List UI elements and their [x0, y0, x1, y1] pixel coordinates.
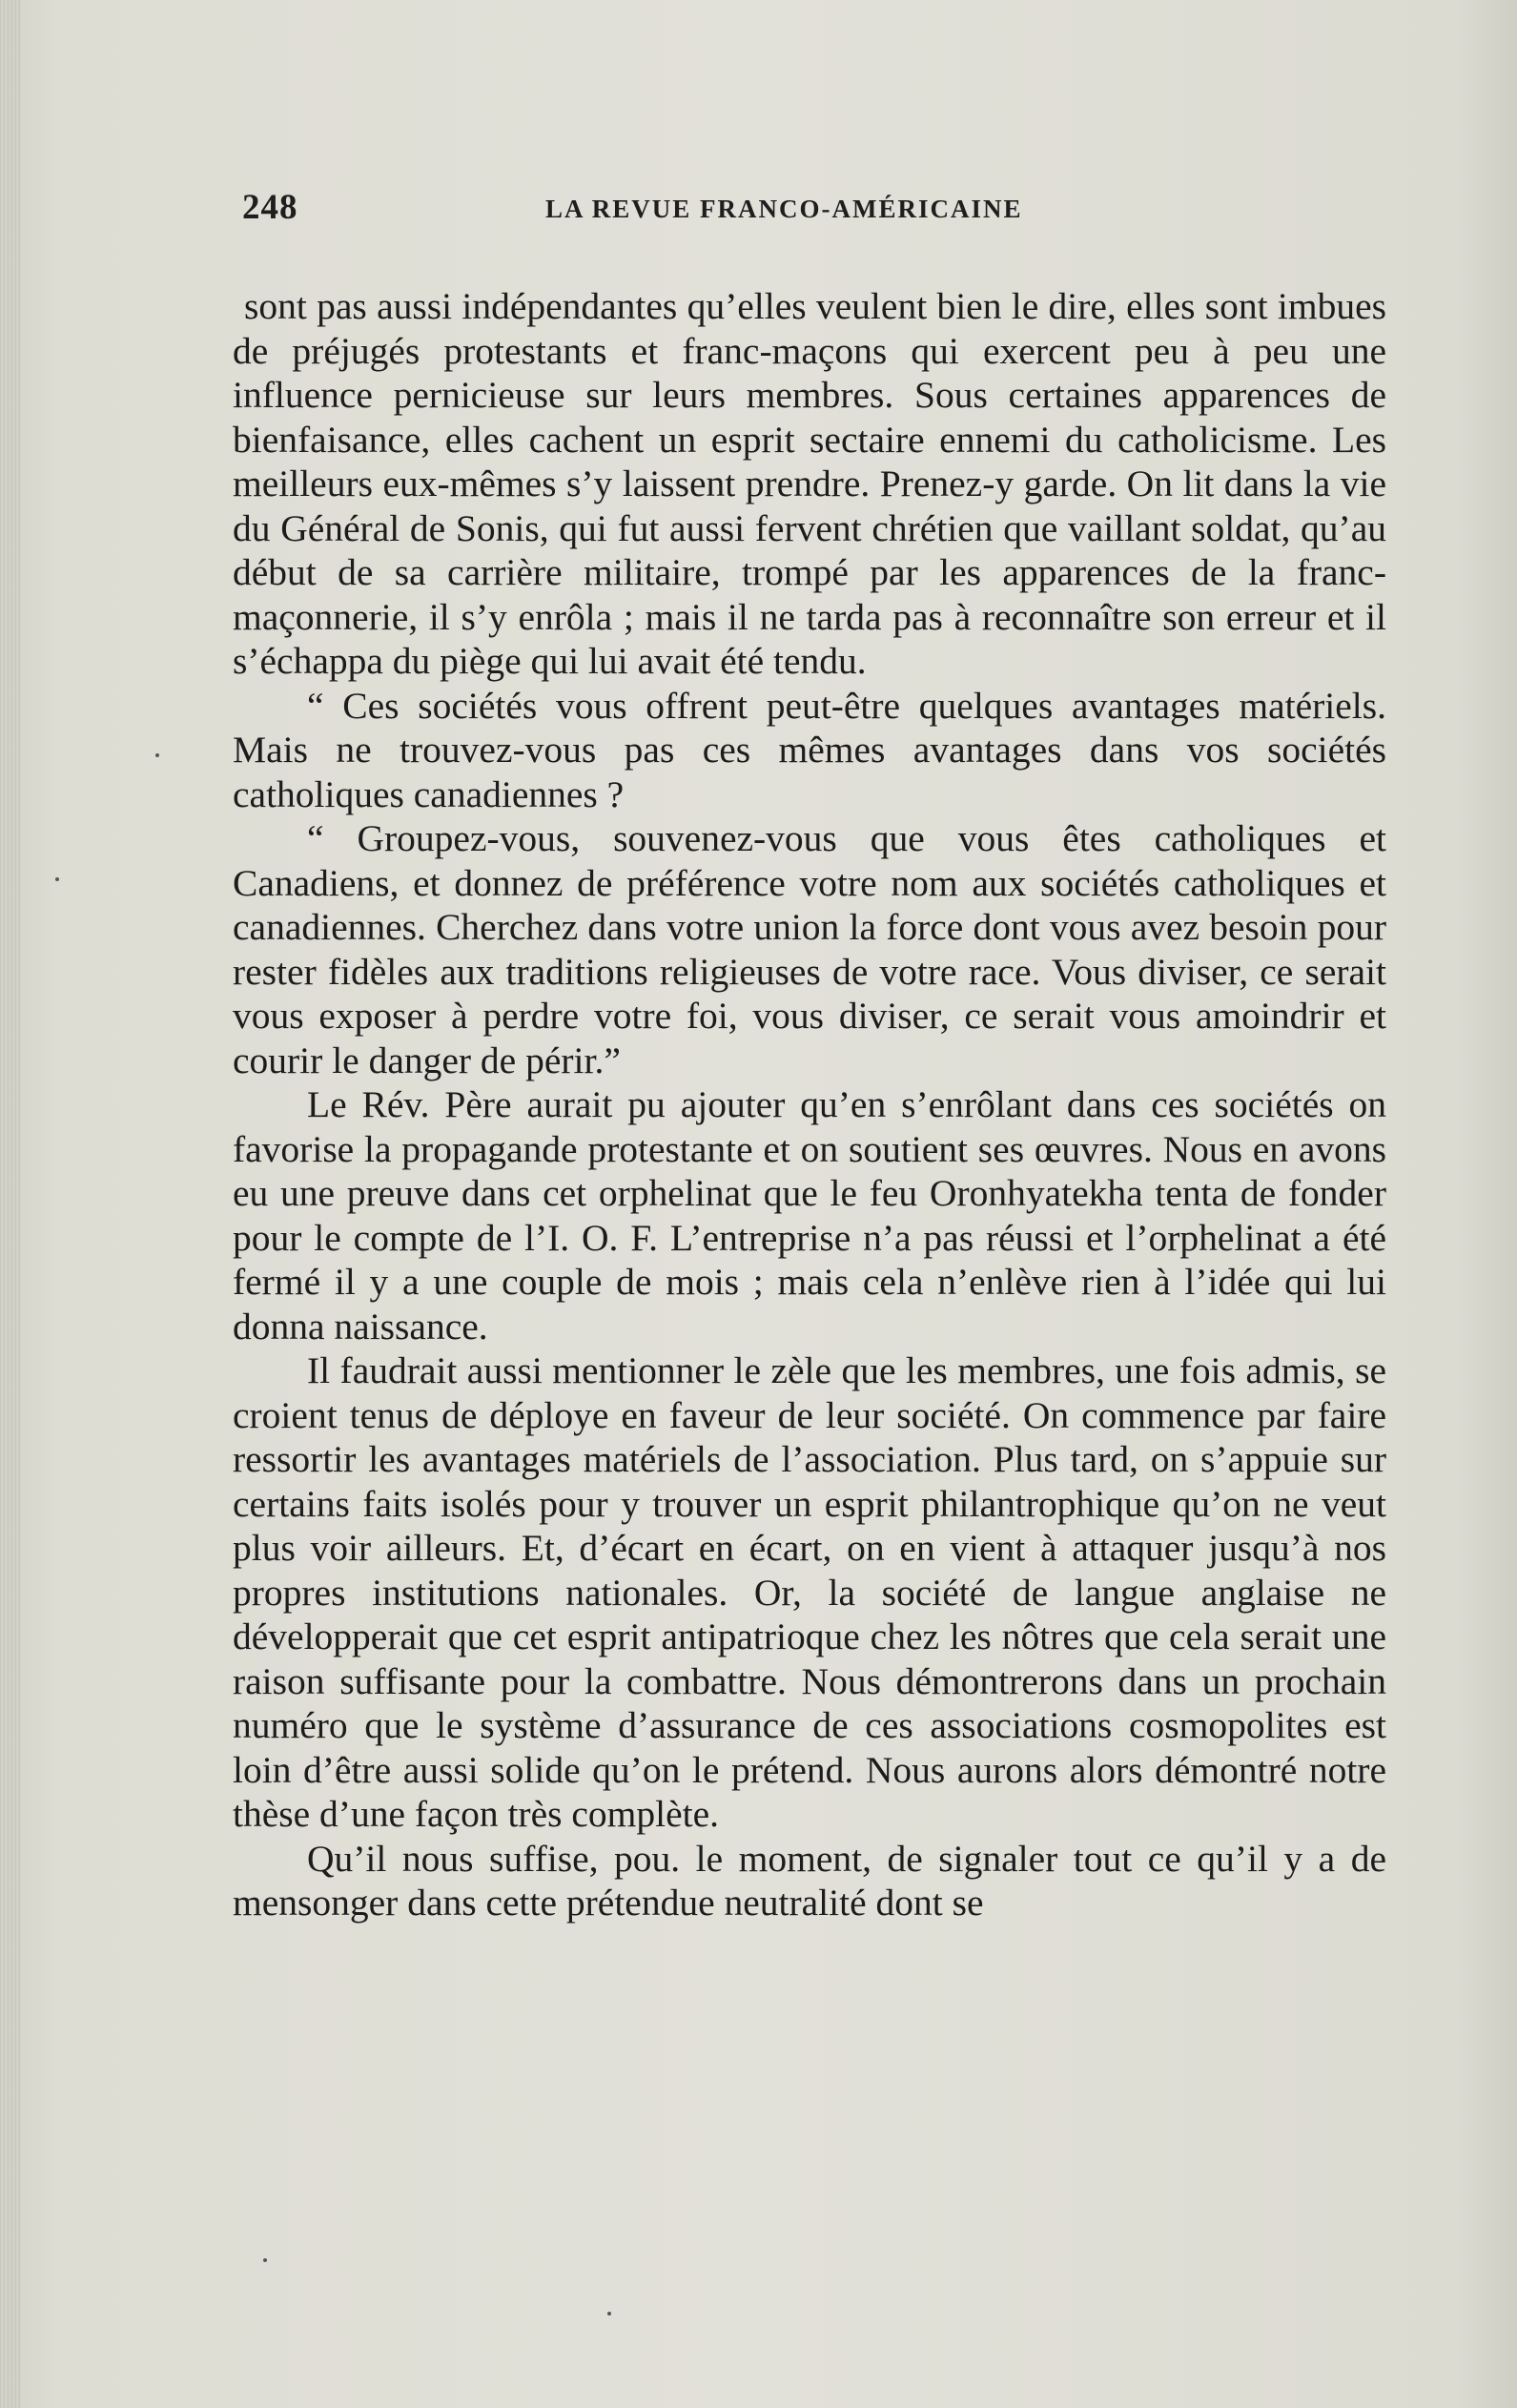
paragraph: Le Rév. Père aurait pu ajouter qu’en s’enrôlant dans ces sociétés on favorise la propagande protestante et on soutient ses œuvres. Nous en avons eu une preuve dans cet orphelinat que le feu Oronhyatekha tenta de fonder pour le compte de l’I. O. F. L’entreprise n’a pas réussi et l’orphelinat a été fermé il y a une couple de mois ; mais cela n’enlève rien à l’idée qui lui donna naissance. — [233, 1083, 1386, 1348]
print-speck — [155, 753, 159, 757]
page-edge — [0, 0, 21, 2408]
page-number: 248 — [242, 188, 298, 227]
running-head — [242, 187, 1100, 235]
paragraph: Il faudrait aussi mentionner le zèle que les membres, une fois admis, se croient tenus de déploye en faveur de leur société. On commence par faire ressortir les avantages matériels de l’association. Plus tard, on s’appuie sur certains faits isolés pour y trouver un esprit philantrophique qu’on ne veut plus voir ailleurs. Et, d’écart en écart, on en vient à attaquer jusqu’à nos propres institutions nationales. Or, la société de langue anglaise ne développerait que cet esprit antipatrioque chez les nôtres que cela serait une raison suffisante pour la combattre. Nous démontrerons dans un prochain numéro que le système d’assurance de ces associations cosmopolites est loin d’être aussi solide qu’on le prétend. Nous aurons alors démontré notre thèse d’une façon très complète. — [233, 1349, 1386, 1835]
paragraph: Qu’il nous suffise, pou. le moment, de signaler tout ce qu’il y a de mensonger dans cette prétendue neutralité dont se — [233, 1837, 1386, 1924]
body-text — [233, 284, 1386, 1925]
paragraph: “ Groupez-vous, souvenez-vous que vous êtes catholiques et Canadiens, et donnez de préférence votre nom aux sociétés catholiques et canadiennes. Cherchez dans votre union la force dont vous avez besoin pour rester fidèles aux traditions religieuses de votre race. Vous diviser, ce serait vous exposer à perdre votre foi, vous diviser, ce serait vous amoindrir et courir le danger de périr.” — [233, 817, 1386, 1081]
paragraph: “ Ces sociétés vous offrent peut-être quelques avantages matériels. Mais ne trouvez-vous pas ces mêmes avantages dans vos sociétés catholiques canadiennes ? — [233, 684, 1386, 815]
paragraph: sont pas aussi indépendantes qu’elles veulent bien le dire, elles sont imbues de préjugés protestants et franc-maçons qui exercent peu à peu une influence pernicieuse sur leurs membres. Sous certaines apparences de bienfaisance, elles cachent un esprit sectaire ennemi du catholicisme. Les meilleurs eux-mêmes s’y laissent prendre. Prenez-y garde. On lit dans la vie du Général de Sonis, qui fut aussi fervent chrétien que vaillant soldat, qu’au début de sa carrière militaire, trompé par les apparences de la franc-maçonnerie, il s’y enrôla ; mais il ne tarda pas à reconnaître son erreur et il s’échappa du piège qui lui avait été tendu. — [233, 285, 1386, 682]
print-speck — [55, 877, 59, 881]
journal-title: LA REVUE FRANCO-AMÉRICAINE — [545, 195, 1023, 223]
print-speck — [263, 2258, 267, 2262]
print-speck — [607, 2312, 611, 2315]
